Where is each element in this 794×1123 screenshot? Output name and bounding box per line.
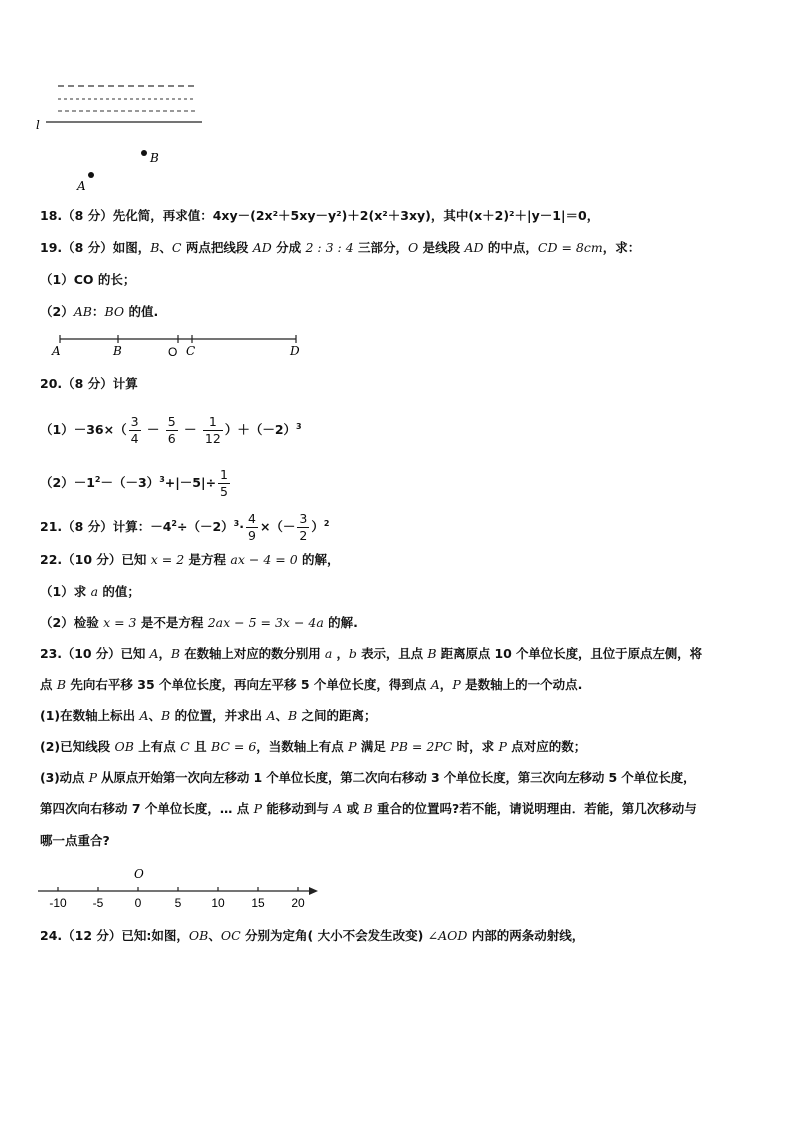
q22-sub-1-text: （1）求 <box>40 584 91 599</box>
q23-text: 23.（10 分）已知 <box>40 646 150 661</box>
fraction-3-4: $\frac{3}{4}$ <box>130 414 139 447</box>
q23-sub-3-text: 或 <box>342 801 364 816</box>
q23-equation: PB = 2PC <box>390 739 453 754</box>
q24-text: 、 <box>208 928 221 943</box>
point-A <box>88 172 94 178</box>
q20-sub-2-text: （2）－1 <box>40 475 95 491</box>
q22-text: 是方程 <box>184 552 231 567</box>
q23-var-A: A <box>149 646 159 661</box>
q24-angle: ∠AOD <box>427 928 468 943</box>
q23-sub-3-line-3 <box>40 832 110 850</box>
q23-sub-2-text: 且 <box>189 739 211 754</box>
label-B: B <box>113 344 122 358</box>
q23-var-B: B <box>363 801 373 816</box>
q19-text: 分成 <box>271 240 306 255</box>
q23-sub-3-text: 哪一点重合? <box>40 833 110 848</box>
q21-text: ） <box>311 519 324 535</box>
q22-sub-1-text: 的值； <box>98 584 140 599</box>
q22-text: 的解， <box>297 552 340 567</box>
q23-text: 在数轴上对应的数分别用 <box>179 646 325 661</box>
q23-var-P: P <box>88 770 97 785</box>
q23-var-P: P <box>348 739 357 754</box>
q23-var-A: A <box>333 801 343 816</box>
exponent: 2 <box>171 519 177 528</box>
q24-var-OB: OB <box>188 928 209 943</box>
label-C: C <box>186 344 196 358</box>
q18-expression: 4xy－(2x²＋5xy－y²)＋2(x²＋3xy)，其中(x＋2)²＋|y－1|＝0， <box>212 208 600 223</box>
q23-equation: BC = 6 <box>210 739 257 754</box>
q20-sub-1 <box>40 409 302 448</box>
q23-var-B: B <box>170 646 180 661</box>
question-24 <box>40 927 584 945</box>
q23-text: 表示，且点 <box>356 646 428 661</box>
dot-sign: · <box>239 519 244 535</box>
q23-var-a: a <box>324 646 333 661</box>
q22-sub-2-text: 是不是方程 <box>136 615 208 630</box>
q24-text: 24.（12 分）已知:如图， <box>40 928 189 943</box>
exponent: 3 <box>233 519 240 528</box>
fraction-4-9: $\frac{4}{9}$ <box>247 511 256 544</box>
q23-text: ， <box>332 646 349 661</box>
axis-arrow-icon <box>309 887 318 895</box>
tick-label: 0 <box>134 896 142 910</box>
q19-var-C: C <box>171 240 182 255</box>
q23-var-C: C <box>180 739 190 754</box>
q19-var-AB: AB <box>73 304 92 319</box>
q19-text: 的中点， <box>483 240 538 255</box>
q23-var-P: P <box>452 677 461 692</box>
question-23-line-1 <box>40 645 702 663</box>
q19-var-O: O <box>408 240 419 255</box>
q22-equation: x = 2 <box>150 552 185 567</box>
question-21 <box>40 506 329 545</box>
q23-sub-3-text: (3)动点 <box>40 770 89 785</box>
origin-label: O <box>134 867 144 881</box>
q23-sub-2-text: (2)已知线段 <box>40 739 115 754</box>
q20-sub-2-text: －（－3） <box>100 475 160 491</box>
q23-sub-3-text: 从原点开始第一次向左移动 1 个单位长度，第二次向右移动 3 个单位长度，第三次向左移动 5 个单位长度， <box>96 770 696 785</box>
label-O: O <box>168 345 178 359</box>
q23-sub-2-text: ，当数轴上有点 <box>256 739 349 754</box>
q23-sub-3-line-1 <box>40 769 695 787</box>
q19-var-AD: AD <box>252 240 272 255</box>
q23-text: 距离原点 10 个单位长度，且位于原点左侧，将 <box>436 646 702 661</box>
q19-var-BO: BO <box>104 304 125 319</box>
q23-sub-2 <box>40 738 586 756</box>
q23-var-P: P <box>498 739 507 754</box>
q21-text: ×（－ <box>259 519 296 535</box>
q19-text: ，求： <box>602 240 641 255</box>
q23-sub-1 <box>40 707 377 725</box>
question-19 <box>40 239 640 257</box>
point-B <box>141 150 147 156</box>
question-20 <box>40 375 138 393</box>
q23-sub-1-text: (1)在数轴上标出 <box>40 708 140 723</box>
q19-text: 19.（8 分）如图， <box>40 240 151 255</box>
q23-var-B: B <box>427 646 437 661</box>
q22-sub-2-text: （2）检验 <box>40 615 104 630</box>
q19-text: 两点把线段 <box>181 240 253 255</box>
label-D: D <box>290 344 300 358</box>
exponent: 2 <box>323 519 330 528</box>
q23-sub-2-text: 点对应的数； <box>506 739 587 754</box>
q23-sub-1-text: 、 <box>275 708 288 723</box>
q19-sub-1 <box>40 271 135 289</box>
tick-label: 15 <box>251 896 265 910</box>
q23-var-A: A <box>139 708 149 723</box>
q18-prefix: 18.（8 分）先化简，再求值： <box>40 208 213 223</box>
q19-text: 、 <box>159 240 172 255</box>
q23-sub-1-text: 之间的距离； <box>297 708 377 723</box>
q23-var-A: A <box>430 677 440 692</box>
q20-sub-2 <box>40 462 232 501</box>
q23-sub-2-text: 上有点 <box>133 739 181 754</box>
q24-text: 内部的两条动射线， <box>467 928 585 943</box>
q19-var-CD: CD = 8cm <box>537 240 603 255</box>
q22-sub-2 <box>40 614 358 632</box>
q19-sub-2-text: ： <box>91 304 105 319</box>
minus-sign: － <box>179 422 201 438</box>
q22-equation: x = 3 <box>103 615 137 630</box>
fraction-1-5: $\frac{1}{5}$ <box>220 467 228 500</box>
minus-sign: － <box>142 422 164 438</box>
q23-sub-1-text: 的位置，并求出 <box>170 708 267 723</box>
label-B: B <box>150 151 159 165</box>
q22-equation: 2ax − 5 = 3x − 4a <box>207 615 324 630</box>
q19-sub-2 <box>40 303 158 321</box>
q23-text: 点 <box>40 677 57 692</box>
q19-var-B: B <box>150 240 160 255</box>
q24-var-OC: OC <box>220 928 241 943</box>
fraction-5-6: $\frac{5}{6}$ <box>167 414 176 447</box>
q23-sub-1-text: 、 <box>148 708 162 723</box>
tick-label: -5 <box>92 896 104 910</box>
q23-sub-3-text: 第四次向右移动 7 个单位长度，… 点 <box>40 801 254 816</box>
label-l: l <box>36 118 40 132</box>
q20-sub-1-text: ）＋（－2） <box>224 422 297 438</box>
tick-label: -10 <box>49 896 67 910</box>
q20-sub-2-text: +|－5|÷ <box>164 475 217 491</box>
q21-text: 21.（8 分）计算：－4 <box>40 519 172 535</box>
q23-var-OB: OB <box>114 739 134 754</box>
q24-text: 分别为定角( 大小不会发生改变) <box>240 928 428 943</box>
q19-var-AD: AD <box>464 240 484 255</box>
tick-label: 20 <box>291 896 305 910</box>
fraction-1-12: $\frac{1}{12}$ <box>204 414 221 447</box>
q21-text: ÷（－2） <box>176 519 234 535</box>
exponent: 3 <box>296 422 302 431</box>
q23-var-b: b <box>348 646 357 661</box>
q23-var-B: B <box>287 708 298 723</box>
exponent: 3 <box>159 475 165 484</box>
figure-q17 <box>0 0 794 200</box>
q20-sub-1-text: （1）－36×（ <box>40 422 127 438</box>
q23-text: ， <box>158 646 171 661</box>
q22-equation: ax − 4 = 0 <box>230 552 298 567</box>
question-18 <box>40 207 599 225</box>
q23-var-P: P <box>253 801 263 816</box>
q19-sub-2-text: 的值. <box>124 304 159 319</box>
q19-sub-1-text: （1）CO 的长； <box>40 272 136 287</box>
q23-sub-3-line-2 <box>40 800 697 818</box>
q23-var-A: A <box>266 708 276 723</box>
tick-label: 5 <box>174 896 182 910</box>
q23-text: ， <box>439 677 453 692</box>
q22-sub-1 <box>40 583 140 601</box>
q19-sub-2-text: （2） <box>40 304 74 319</box>
exponent: 2 <box>94 475 101 484</box>
label-A: A <box>77 179 86 193</box>
q19-text: 三部分， <box>353 240 409 255</box>
question-22 <box>40 551 340 569</box>
q20-title: 20.（8 分）计算 <box>40 376 138 391</box>
fraction-3-2: $\frac{3}{2}$ <box>299 511 308 544</box>
label-A: A <box>52 344 61 358</box>
q23-var-B: B <box>161 708 171 723</box>
q22-sub-2-text: 的解. <box>323 615 358 630</box>
tick-label: 10 <box>211 896 225 910</box>
q19-ratio: 2 : 3 : 4 <box>305 240 354 255</box>
q22-text: 22.（10 分）已知 <box>40 552 151 567</box>
q23-sub-3-text: 重合的位置吗?若不能，请说明理由．若能，第几次移动与 <box>372 801 697 816</box>
q23-sub-2-text: 时，求 <box>452 739 499 754</box>
q23-var-B: B <box>56 677 67 692</box>
question-23-line-2 <box>40 676 582 694</box>
q23-text: 是数轴上的一个动点. <box>460 677 583 692</box>
q22-var-a: a <box>90 584 99 599</box>
q23-text: 先向右平移 35 个单位长度，再向左平移 5 个单位长度，得到点 <box>66 677 431 692</box>
q19-text: 是线段 <box>418 240 465 255</box>
q23-sub-2-text: 满足 <box>356 739 391 754</box>
q23-sub-3-text: 能移动到与 <box>262 801 334 816</box>
